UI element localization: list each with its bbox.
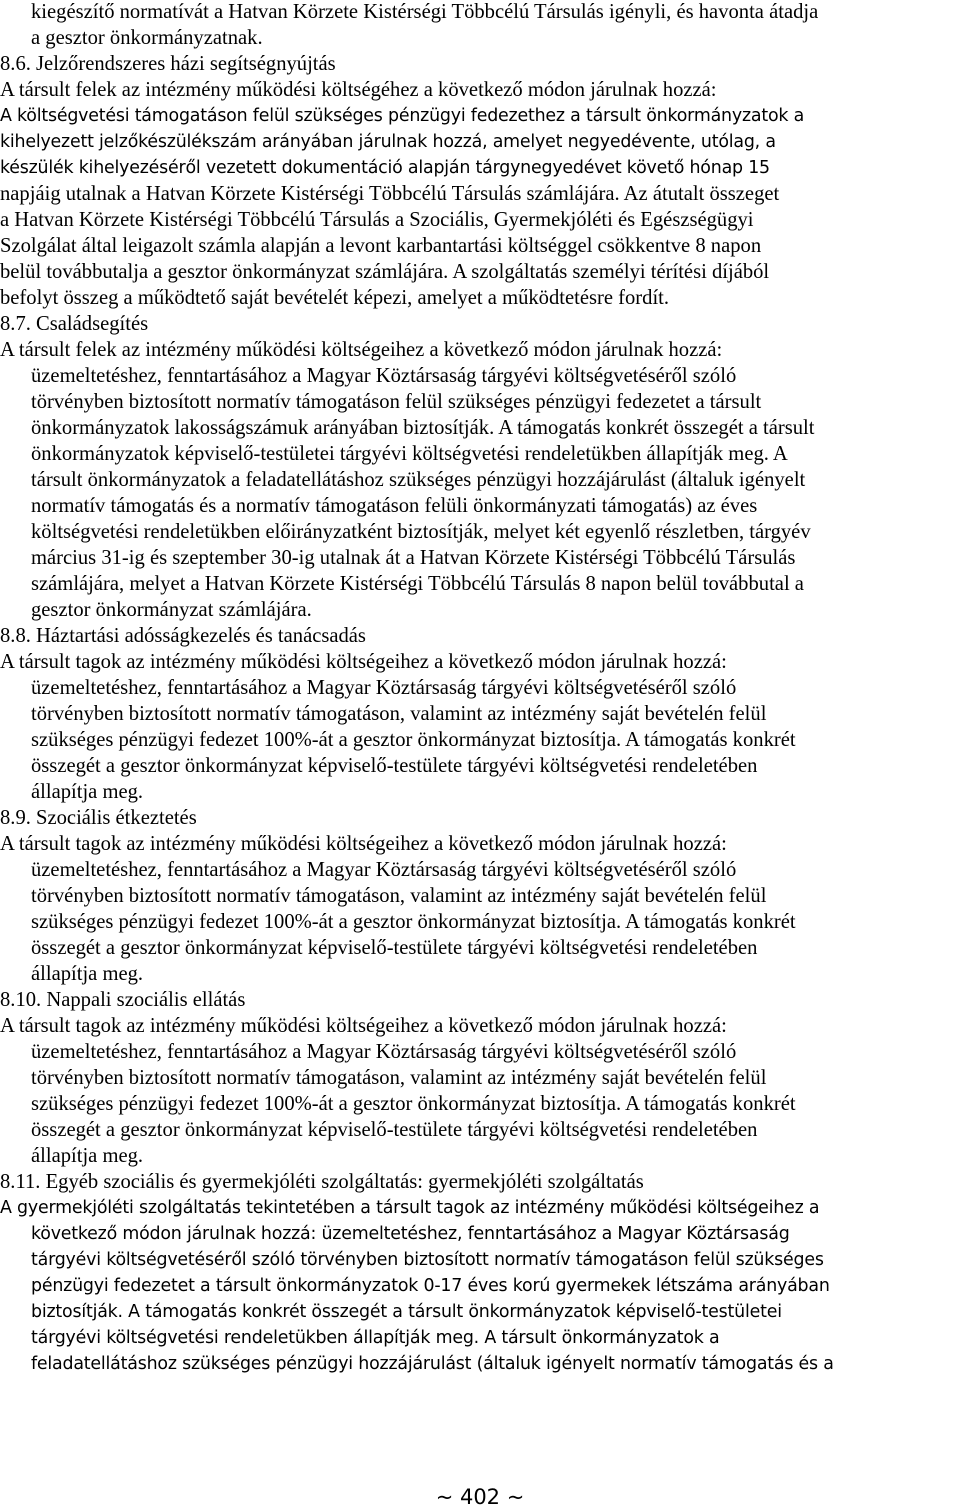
text-line: a Hatvan Körzete Kistérségi Többcélú Társulás a Szociális, Gyermekjóléti és Egészségügyi [0,209,754,231]
text-line: A költségvetési támogatáson felül szükséges pénzügyi fedezethez a társult önkormányzatok a [0,106,805,126]
text-line: biztosítják. A támogatás konkrét összegét a társult önkormányzatok képviselő-testületei [31,1302,782,1322]
text-line: törvényben biztosított normatív támogatáson, valamint az intézmény saját bevételén felül [31,885,767,907]
text-line: állapítja meg. [31,781,144,803]
page-number: ~ 402 ~ [435,1485,525,1509]
text-line: állapítja meg. [31,963,144,985]
text-line: A gyermekjóléti szolgáltatás tekintetében a társult tagok az intézmény működési költségeihez a [0,1198,820,1218]
text-line: társult önkormányzatok a feladatellátáshoz szükséges pénzügyi hozzájárulást (általuk igényelt [31,469,806,491]
text-line: kihelyezett jelzőkészülékszám arányában járulnak hozzá, amelyet negyedévente, utólag, a [0,132,776,152]
text-line: állapítja meg. [31,1145,144,1167]
text-line: szükséges pénzügyi fedezet 100%-át a gesztor önkormányzat biztosítja. A támogatás konkrét [31,729,796,751]
text-line: A társult tagok az intézmény működési költségeihez a következő módon járulnak hozzá: [0,651,727,673]
text-line: üzemeltetéshez, fenntartásához a Magyar Köztársaság tárgyévi költségvetéséről szóló [31,677,737,699]
text-line: befolyt összeg a működtető saját bevételét képezi, amelyet a működtetésre fordít. [0,287,670,309]
text-line: törvényben biztosított normatív támogatáson felül szükséges pénzügyi fedezetet a társult [31,391,762,413]
text-line: szükséges pénzügyi fedezet 100%-át a gesztor önkormányzat biztosítja. A támogatás konkrét [31,911,796,933]
text-line: üzemeltetéshez, fenntartásához a Magyar Köztársaság tárgyévi költségvetéséről szóló [31,365,737,387]
text-line: összegét a gesztor önkormányzat képviselő-testülete tárgyévi költségvetési rendeletében [31,755,758,777]
text-line: A társult tagok az intézmény működési költségeihez a következő módon járulnak hozzá: [0,1015,727,1037]
section-heading: 8.7. Családsegítés [0,313,149,335]
section-heading: 8.8. Háztartási adósságkezelés és tanácsadás [0,625,366,647]
section-heading: 8.6. Jelzőrendszeres házi segítségnyújtás [0,53,336,75]
section-heading: 8.9. Szociális étkeztetés [0,807,197,829]
text-line: költségvetési rendeletükben előirányzatként biztosítják, melyet két egyenlő részletben, tárgyév [31,521,811,543]
text-line: tárgyévi költségvetéséről szóló törvényben biztosított normatív támogatáson felül szükséges [31,1250,824,1270]
text-line: számlájára, melyet a Hatvan Körzete Kistérségi Többcélú Társulás 8 napon belül továbbutal a [31,573,804,595]
text-line: törvényben biztosított normatív támogatáson, valamint az intézmény saját bevételén felül [31,1067,767,1089]
section-heading: 8.11. Egyéb szociális és gyermekjóléti szolgáltatás: gyermekjóléti szolgáltatás [0,1171,644,1193]
text-line: belül továbbutalja a gesztor önkormányzat számlájára. A szolgáltatás személyi térítési díjából [0,261,770,283]
text-line: gesztor önkormányzat számlájára. [31,599,312,621]
text-line: normatív támogatás és a normatív támogatáson felüli önkormányzati támogatás) az éves [31,495,758,517]
text-line: A társult felek az intézmény működési költségéhez a következő módon járulnak hozzá: [0,79,717,101]
text-line: következő módon járulnak hozzá: üzemeltetéshez, fenntartásához a Magyar Köztársaság [31,1224,790,1244]
text-line: feladatellátáshoz szükséges pénzügyi hozzájárulást (általuk igényelt normatív támogatás és a [31,1354,834,1374]
text-line: törvényben biztosított normatív támogatáson, valamint az intézmény saját bevételén felül [31,703,767,725]
text-line: tárgyévi költségvetési rendeletükben állapítják meg. A társult önkormányzatok a [31,1328,720,1348]
text-line: Szolgálat által leigazolt számla alapján a levont karbantartási költséggel csökkentve 8 napon [0,235,762,257]
text-line: A társult tagok az intézmény működési költségeihez a következő módon járulnak hozzá: [0,833,727,855]
text-line: önkormányzatok lakosságszámuk arányában biztosítják. A támogatás konkrét összegét a társult [31,417,815,439]
text-line: összegét a gesztor önkormányzat képviselő-testülete tárgyévi költségvetési rendeletében [31,937,758,959]
text-line: kiegészítő normatívát a Hatvan Körzete Kistérségi Többcélú Társulás igényli, és havonta átadja [31,1,819,23]
text-line: készülék kihelyezéséről vezetett dokumentáció alapján tárgynegyedévet követő hónap 15 [0,158,770,178]
text-line: a gesztor önkormányzatnak. [31,27,263,49]
text-line: A társult felek az intézmény működési költségeihez a következő módon járulnak hozzá: [0,339,723,361]
text-line: üzemeltetéshez, fenntartásához a Magyar Köztársaság tárgyévi költségvetéséről szóló [31,859,737,881]
text-line: összegét a gesztor önkormányzat képviselő-testülete tárgyévi költségvetési rendeletében [31,1119,758,1141]
text-line: napjáig utalnak a Hatvan Körzete Kistérségi Többcélú Társulás számlájára. Az átutalt összeget [0,183,780,205]
text-line: üzemeltetéshez, fenntartásához a Magyar Köztársaság tárgyévi költségvetéséről szóló [31,1041,737,1063]
section-heading: 8.10. Nappali szociális ellátás [0,989,246,1011]
text-line: szükséges pénzügyi fedezet 100%-át a gesztor önkormányzat biztosítja. A támogatás konkrét [31,1093,796,1115]
text-line: március 31-ig és szeptember 30-ig utalnak át a Hatvan Körzete Kistérségi Többcélú Társulás [31,547,796,569]
text-line: pénzügyi fedezetet a társult önkormányzatok 0-17 éves korú gyermekek létszáma arányában [31,1276,830,1296]
text-line: önkormányzatok képviselő-testületei tárgyévi költségvetési rendeletükben állapítják meg. A [31,443,788,465]
